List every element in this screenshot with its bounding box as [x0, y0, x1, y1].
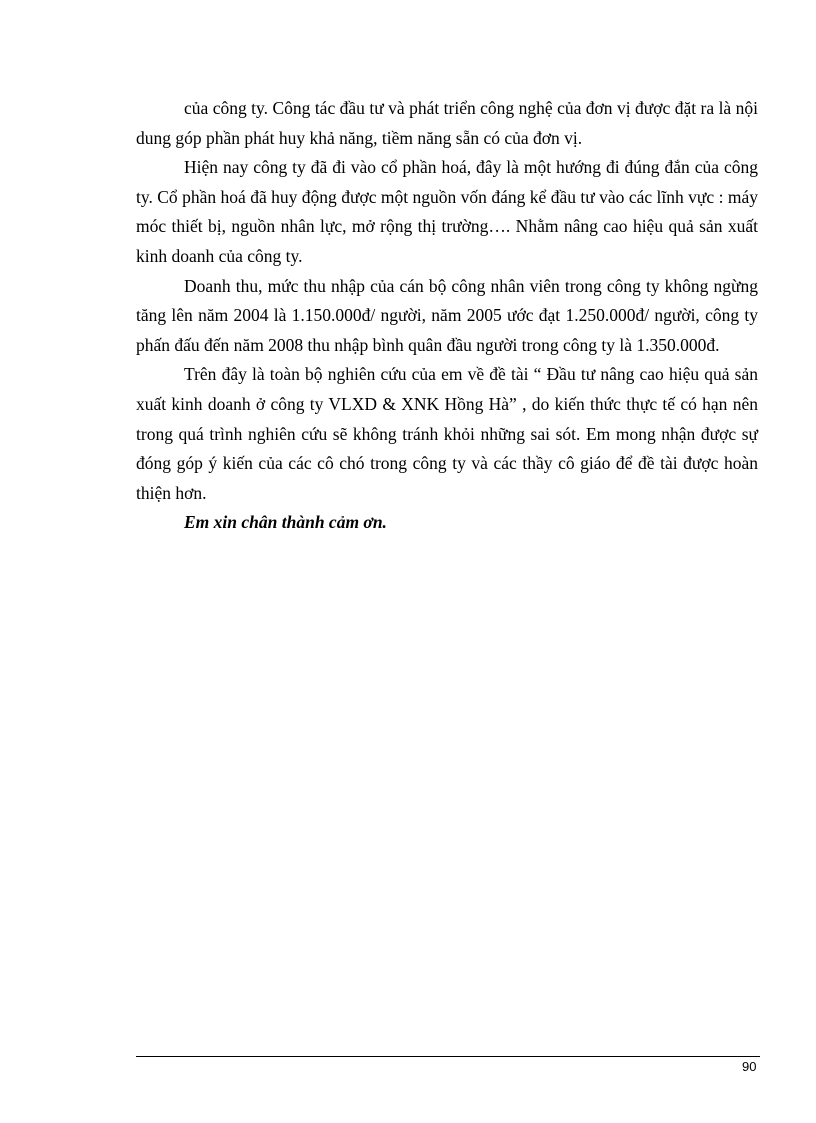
- paragraph-continuation: của công ty. Công tác đầu tư và phát triển công nghệ của đơn vị được đặt ra là nội dung góp phần phát huy khả năng, tiềm năng sẵn có của đơn vị.: [136, 98, 758, 148]
- paragraph-equitization: Hiện nay công ty đã đi vào cổ phần hoá, đây là một hướng đi đúng đắn của công ty. Cổ phần hoá đã huy động được một nguồn vốn đáng kể đầu tư vào các lĩnh vực : máy móc thiết bị, nguồn nhân lực, mở rộng thị trường…. Nhằm nâng cao hiệu quả sản xuất kinh doanh của công ty.: [136, 157, 758, 266]
- page-number: 90: [742, 1059, 757, 1074]
- closing-thanks: Em xin chân thành cảm ơn.: [184, 512, 387, 533]
- paragraph-conclusion: Trên đây là toàn bộ nghiên cứu của em về đề tài “ Đầu tư nâng cao hiệu quả sản xuất kinh doanh ở công ty VLXD & XNK Hồng Hà” , do kiến thức thực tế có hạn nên trong quá trình nghiên cứu sẽ không tránh khỏi những sai sót. Em mong nhận được sự đóng góp ý kiến của các cô chó trong công ty và các thầy cô giáo để đề tài được hoàn thiện hơn.: [136, 364, 758, 503]
- body-text: [136, 94, 758, 538]
- footer-divider: [136, 1056, 760, 1057]
- paragraph-income: Doanh thu, mức thu nhập của cán bộ công nhân viên trong công ty không ngừng tăng lên năm 2004 là 1.150.000đ/ người, năm 2005 ước đạt 1.250.000đ/ người, công ty phấn đấu đến năm 2008 thu nhập bình quân đầu người trong công ty là 1.350.000đ.: [136, 275, 758, 355]
